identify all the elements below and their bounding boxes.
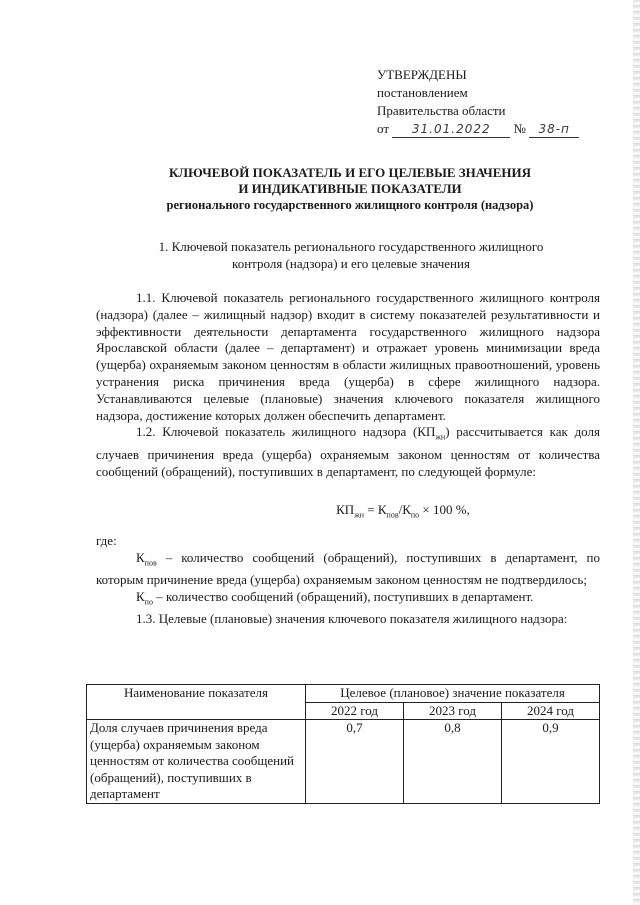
definition-k-po-sub: по [144,597,153,607]
paragraph-1-3: 1.3. Целевые (плановые) значения ключевого показателя жилищного надзора: [136,611,568,627]
table-header-row [87,685,600,703]
paragraph-1-2-before: 1.2. Ключевой показатель жилищного надзора (КП [136,424,436,440]
approval-number-label: № [513,121,526,136]
definition-k-pov-sub: пов [144,558,157,568]
approval-line-decree: постановлением [377,85,468,100]
table-value-2022: 0,7 [306,720,404,804]
approval-line-government: Правительства области [377,103,506,118]
title-line-2: И ИНДИКАТИВНЫЕ ПОКАЗАТЕЛИ [238,181,462,196]
table-year-2022: 2022 год [306,702,404,720]
approval-number-handwritten: 38-п [529,122,579,138]
formula-eq: = К [364,502,387,518]
formula-slash: /К [398,502,411,518]
section-1-heading-line-2: контроля (надзора) и его целевые значения [232,256,470,271]
section-1-heading-line-1: 1. Ключевой показатель регионального государственного жилищного [158,239,544,254]
table-year-2023: 2023 год [403,702,501,720]
table-header-name: Наименование показателя [87,685,306,720]
table-value-2023: 0,8 [403,720,501,804]
formula-k1-sub: пов [386,510,399,520]
approval-block [377,66,579,138]
document-body [96,290,600,628]
definition-k-po-text: – количество сообщений (обращений), поступивших в департамент. [152,588,534,604]
table-header-values: Целевое (плановое) значение показателя [306,685,600,703]
title-line-3: регионального государственного жилищного контроля (надзора) [166,198,534,212]
formula-tail: × 100 %, [419,502,470,518]
table-row [87,720,600,804]
definition-k-po [96,589,600,611]
table-year-2024: 2024 год [501,702,599,720]
paragraph-1-2-after: ) рассчитывается как доля случаев причинения вреда (ущерба) охраняемым законом ценностям от количества сообщений (обращений), поступивших в департамент, по следующей формуле: [96,424,600,479]
section-1-heading [96,238,606,272]
table-value-2024: 0,9 [501,720,599,804]
definition-k-pov [96,550,600,589]
paragraph-1-2 [96,424,600,480]
where-label: где: [96,532,117,548]
scan-edge [633,0,640,905]
target-values-table [86,684,600,804]
definition-k-pov-k: К [136,549,145,565]
formula [96,502,600,524]
paragraph-1-1: 1.1. Ключевой показатель регионального государственного жилищного контроля (надзора) (далее – жилищный надзор) входит в систему показателей результативности и эффективности деятельности департамента государственного жилищного надзора Ярославской области (далее – департамент) и отражает уровень минимизации вреда (ущерба) охраняемым законом ценностям в области жилищных правоотношений, уровень устранения риска причинения вреда (ущерба) в сфере жилищного надзора. Устанавливаются целевые (плановые) значения ключевого показателя жилищного надзора, достижение которых должен обеспечить департамент. [96,290,600,423]
table-row-name: Доля случаев причинения вреда (ущерба) охраняемым законом ценностям от количества сообщений (обращений), поступивших в департамент [87,720,306,804]
paragraph-1-2-sub: жн [435,432,446,442]
title-line-1: КЛЮЧЕВОЙ ПОКАЗАТЕЛЬ И ЕГО ЦЕЛЕВЫЕ ЗНАЧЕНИЯ [168,165,531,180]
formula-kp-sub: жн [354,510,365,520]
approval-from-label: от [377,121,390,136]
definition-k-pov-text: – количество сообщений (обращений), поступивших в департамент, по которым причинение вреда (ущерба) охраняемым законом ценностям не подтвердилось; [96,549,600,587]
formula-kp: КП [336,502,355,518]
approval-title: УТВЕРЖДЕНЫ [377,67,467,82]
approval-date-handwritten: 31.01.2022 [392,122,510,138]
definition-k-po-k: К [136,588,145,604]
document-title [90,165,610,213]
formula-k2-sub: по [410,510,420,520]
approval-date-line [377,120,579,138]
